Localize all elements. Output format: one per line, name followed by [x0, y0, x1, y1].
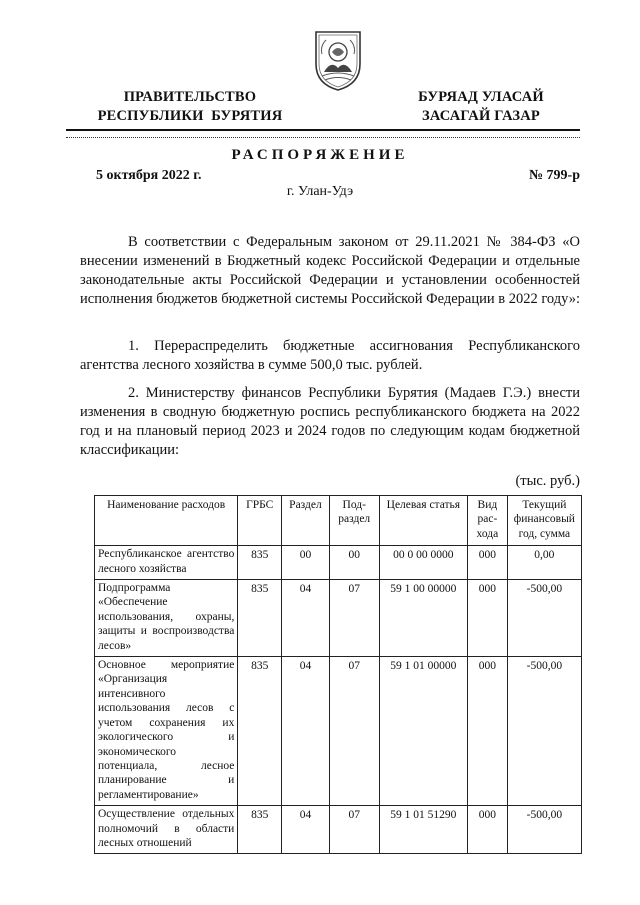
- row-grbs: 835: [238, 546, 282, 580]
- row-vid: 000: [468, 546, 508, 580]
- document-date: 5 октября 2022 г.: [96, 168, 202, 183]
- header-right-line1: БУРЯАД УЛАСАЙ: [418, 89, 544, 105]
- row-celevaya: 59 1 00 00000: [379, 580, 467, 657]
- table-row: [95, 806, 582, 854]
- row-name: Осуществление отдельных полномочий в области лесных отношений: [95, 806, 238, 854]
- row-razdel: 04: [282, 657, 330, 806]
- row-podrazdel: 07: [329, 657, 379, 806]
- col-header-grbs: ГРБС: [238, 496, 282, 546]
- budget-classification-table: [94, 495, 582, 854]
- row-vid: 000: [468, 580, 508, 657]
- row-celevaya: 59 1 01 00000: [379, 657, 467, 806]
- col-header-podrazdel: Под-раздел: [329, 496, 379, 546]
- header-right-line2: ЗАСАГАЙ ГАЗАР: [422, 108, 540, 124]
- item-1-paragraph: 1. Перераспределить бюджетные ассигнования Республиканского агентства лесного хозяйства в сумме 500,0 тыс. рублей.: [80, 338, 580, 373]
- government-name-russian: [90, 88, 290, 126]
- row-summa: -500,00: [507, 580, 581, 657]
- table-header-row: [95, 496, 582, 546]
- buryatia-coat-of-arms-icon: [312, 26, 364, 92]
- row-summa: 0,00: [507, 546, 581, 580]
- row-summa: -500,00: [507, 806, 581, 854]
- row-name: Основное мероприятие «Организация интенсивного использования лесов с учетом сохранения их экологического и экономического потенциала, лесное планирование и регламентирование»: [95, 657, 238, 806]
- row-razdel: 00: [282, 546, 330, 580]
- header-divider-dotted: [66, 137, 580, 138]
- item-2-paragraph: 2. Министерству финансов Республики Бурятия (Мадаев Г.Э.) внести изменения в сводную бюджетную роспись республиканского бюджета на 2022 год и на плановый период 2023 и 2024 годов по следующим кодам бюджетной классификации:: [80, 385, 580, 458]
- document-number: № 799-р: [528, 168, 580, 183]
- document-type: РАСПОРЯЖЕНИЕ: [231, 147, 409, 163]
- row-podrazdel: 07: [329, 580, 379, 657]
- government-name-buryat: [396, 88, 566, 126]
- header-left-line2: РЕСПУБЛИКИ БУРЯТИЯ: [97, 108, 283, 124]
- table-row: [95, 546, 582, 580]
- row-celevaya: 59 1 01 51290: [379, 806, 467, 854]
- col-header-vid: Вид рас-хода: [468, 496, 508, 546]
- row-name: Республиканское агентство леcного хозяйства: [95, 546, 238, 580]
- row-razdel: 04: [282, 580, 330, 657]
- col-header-name: Наименование расходов: [95, 496, 238, 546]
- row-grbs: 835: [238, 657, 282, 806]
- row-grbs: 835: [238, 580, 282, 657]
- table-row: [95, 580, 582, 657]
- row-celevaya: 00 0 00 0000: [379, 546, 467, 580]
- row-vid: 000: [468, 657, 508, 806]
- col-header-razdel: Раздел: [282, 496, 330, 546]
- row-razdel: 04: [282, 806, 330, 854]
- header-left-line1: ПРАВИТЕЛЬСТВО: [123, 89, 257, 105]
- header-divider-thick: [66, 129, 580, 131]
- col-header-summa: Текущий финансовый год, сумма: [507, 496, 581, 546]
- row-summa: -500,00: [507, 657, 581, 806]
- row-vid: 000: [468, 806, 508, 854]
- row-name: Подпрограмма «Обеспечение использования, охраны, защиты и воспроизводства лесов»: [95, 580, 238, 657]
- document-city: г. Улан-Удэ: [286, 184, 354, 199]
- col-header-celevaya: Целевая статья: [379, 496, 467, 546]
- table-row: [95, 657, 582, 806]
- row-podrazdel: 00: [329, 546, 379, 580]
- row-grbs: 835: [238, 806, 282, 854]
- row-podrazdel: 07: [329, 806, 379, 854]
- units-label: (тыс. руб.): [515, 473, 580, 489]
- preamble-paragraph: В соответствии с Федеральным законом от 29.11.2021 № 384-ФЗ «О внесении изменений в Бюджетный кодекс Российской Федерации и отдельные законодательные акты Российской Федерации и установлении особенностей исполнения бюджетов бюджетной системы Российской Федерации в 2022 году»:: [80, 234, 581, 307]
